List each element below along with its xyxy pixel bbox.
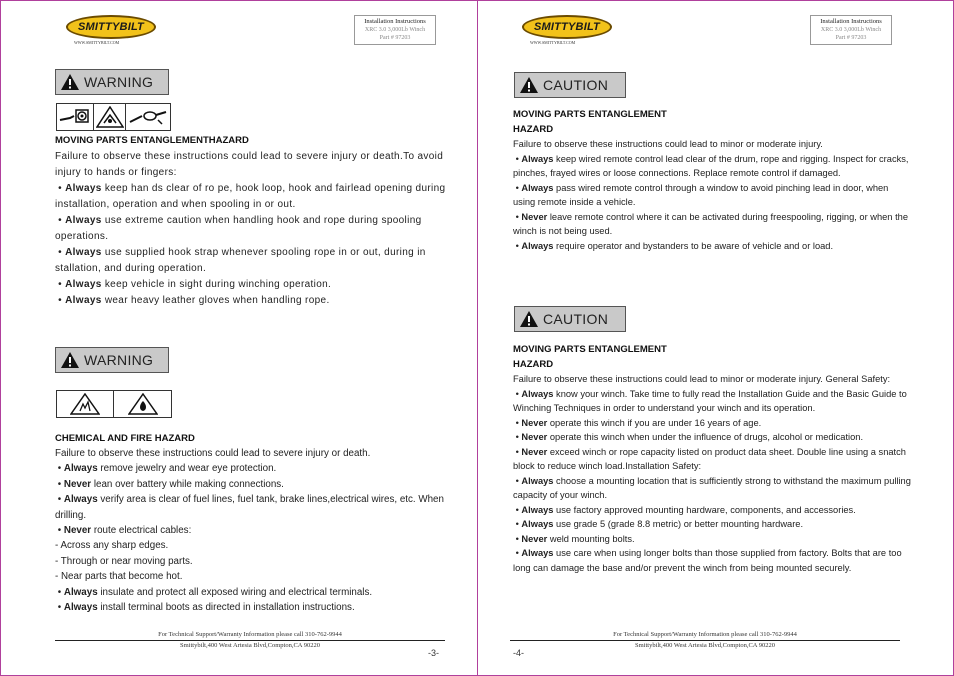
- info-title: Installation Instructions: [820, 18, 882, 25]
- section-intro: Failure to observe these instructions could lead to minor or moderate injury. General Safety:: [513, 374, 891, 384]
- dash-item: - Near parts that become hot.: [55, 571, 183, 583]
- section-intro: Failure to observe these instructions could lead to minor or moderate injury.: [513, 139, 823, 149]
- smittybilt-logo: [522, 15, 612, 45]
- section-intro: Failure to observe these instructions could lead to severe injury or death.: [55, 448, 371, 459]
- list-item: • Always use care when using longer bolts than those supplied from factory. Bolts that are too long can damage the base and/or prevent the winch from being mounted securely.: [513, 548, 902, 573]
- info-model: XRC 3.0 3,000Lb Winch: [364, 27, 426, 33]
- list-item: • Never leave remote control where it can be activated during freespooling, rigging, or when the winch is not being used.: [513, 211, 908, 236]
- caution-triangle-icon: [515, 73, 543, 97]
- footer-rule: [510, 640, 900, 641]
- list-item: • Always use grade 5 (grade 8.8 metric) or better mounting hardware.: [513, 519, 804, 529]
- warning-symbols-1: [56, 103, 171, 131]
- list-item: • Always keep vehicle in sight during winching operation.: [55, 279, 332, 290]
- list-item: • Never operate this winch if you are under 16 years of age.: [513, 417, 762, 428]
- section-heading: MOVING PARTS ENTANGLEMENTHAZARD: [55, 135, 249, 146]
- chemical-fire-text: [55, 446, 450, 615]
- list-item: • Never exceed winch or rope capacity listed on product data sheet. Double line using a snatch block to reduce winch load.Installation Safety:: [513, 446, 906, 471]
- list-item: • Always pass wired remote control through a window to avoid pinching lead in door, when using remote inside a vehicle.: [513, 182, 889, 207]
- list-item: • Never lean over battery while making connections.: [55, 478, 284, 490]
- caution-label: CAUTION: [543, 77, 609, 93]
- warning-symbols-2: [56, 390, 172, 418]
- caution-triangle-icon: [515, 307, 543, 331]
- list-item: • Always use factory approved mounting hardware, components, and accessories.: [513, 504, 856, 515]
- logo-brand: SMITTYBILT: [534, 21, 600, 33]
- footer-address: Smittybilt,400 West Artesia Blvd,Compton,CA 90220: [179, 642, 321, 649]
- section-heading: MOVING PARTS ENTANGLEMENT: [513, 344, 667, 355]
- footer-support: For Technical Support/Warranty Information please call 310-762-9944: [613, 631, 797, 638]
- warning-label: WARNING: [84, 74, 154, 90]
- caution-label: CAUTION: [543, 311, 609, 327]
- caution-section-1: [513, 108, 913, 253]
- warning-triangle-icon: [56, 70, 84, 94]
- logo-brand: SMITTYBILT: [78, 21, 144, 33]
- list-item: • Always wear heavy leather gloves when handling rope.: [55, 295, 330, 306]
- list-item: • Always verify area is clear of fuel lines, fuel tank, brake lines,electrical wires, etc. When drilling.: [55, 494, 444, 521]
- list-item: • Always insulate and protect all exposed wiring and electrical terminals.: [55, 586, 373, 598]
- warning-label: WARNING: [84, 352, 154, 368]
- info-title: Installation Instructions: [364, 18, 426, 25]
- section-heading: MOVING PARTS ENTANGLEMENT: [513, 109, 667, 120]
- section-heading-hazard: HAZARD: [513, 123, 554, 135]
- info-part: Part # 97203: [379, 35, 411, 41]
- dash-item: - Through or near moving parts.: [55, 555, 193, 567]
- list-item: • Always install terminal boots as directed in installation instructions.: [55, 602, 355, 614]
- list-item: • Never weld mounting bolts.: [513, 533, 635, 544]
- section-heading-hazard: HAZARD: [513, 358, 554, 370]
- explosion-hazard-icon: [57, 391, 114, 417]
- section-heading: CHEMICAL AND FIRE HAZARD: [55, 433, 195, 444]
- logo-url: WWW.SMITTYBILT.COM: [530, 40, 576, 45]
- info-model: XRC 3.0 3,000Lb Winch: [820, 27, 882, 33]
- list-item: • Always know your winch. Take time to fully read the Installation Guide and the Basic Guide to Winching Techniques in order to understand your winch and its operation.: [513, 388, 907, 413]
- info-box: [354, 15, 436, 45]
- moving-parts-warning-text: [55, 149, 450, 309]
- footer-address: Smittybilt,400 West Artesia Blvd,Compton,CA 90220: [634, 642, 776, 649]
- caution-banner: [514, 72, 626, 98]
- footer-rule: [55, 640, 445, 641]
- chemical-fire-section: [55, 431, 450, 447]
- page-number: -3-: [428, 648, 439, 658]
- dash-item: - Across any sharp edges.: [55, 540, 169, 552]
- list-item: • Always choose a mounting location that is sufficiently strong to withstand the maximum pulling capacity of your winch.: [513, 475, 911, 500]
- list-item: • Always keep han ds clear of ro pe, hook loop, hook and fairlead opening during installation, operation and when spooling in or out.: [55, 183, 446, 210]
- hand-entanglement-icon: [57, 104, 94, 130]
- warning-banner-2: [55, 347, 169, 373]
- list-item: • Always remove jewelry and wear eye protection.: [55, 463, 277, 475]
- footer-support: For Technical Support/Warranty Information please call 310-762-9944: [158, 631, 342, 638]
- caution-banner-2: [514, 306, 626, 332]
- caution-section-2: [513, 343, 913, 575]
- list-item: • Never route electrical cables:: [55, 525, 192, 537]
- info-box: [810, 15, 892, 45]
- hook-hazard-icon: [126, 104, 170, 130]
- list-item: • Always use extreme caution when handling hook and rope during spooling operations.: [55, 215, 422, 242]
- list-item: • Always require operator and bystanders to be aware of vehicle and or load.: [513, 240, 834, 251]
- list-item: • Always keep wired remote control lead clear of the drum, rope and rigging. Inspect for cracks, pinches, frayed wires or loose connections. Replace remote control if damaged.: [513, 153, 909, 178]
- smittybilt-logo: [66, 15, 156, 45]
- warning-triangle-icon: [56, 348, 84, 372]
- logo-url: WWW.SMITTYBILT.COM: [74, 40, 120, 45]
- hand-crush-icon: [94, 104, 126, 130]
- page-number: -4-: [513, 648, 524, 658]
- section-intro: Failure to observe these instructions could lead to severe injury or death.To avoid injury to hands or fingers:: [55, 151, 444, 178]
- moving-parts-warning-section: [55, 133, 450, 149]
- page-4: [478, 0, 954, 676]
- list-item: • Always use supplied hook strap whenever spooling rope in or out, during in stallation, and during operation.: [55, 247, 426, 274]
- fire-hazard-icon: [114, 391, 171, 417]
- warning-banner: [55, 69, 169, 95]
- list-item: • Never operate this winch when under the influence of drugs, alcohol or medication.: [513, 432, 864, 442]
- info-part: Part # 97203: [835, 35, 867, 41]
